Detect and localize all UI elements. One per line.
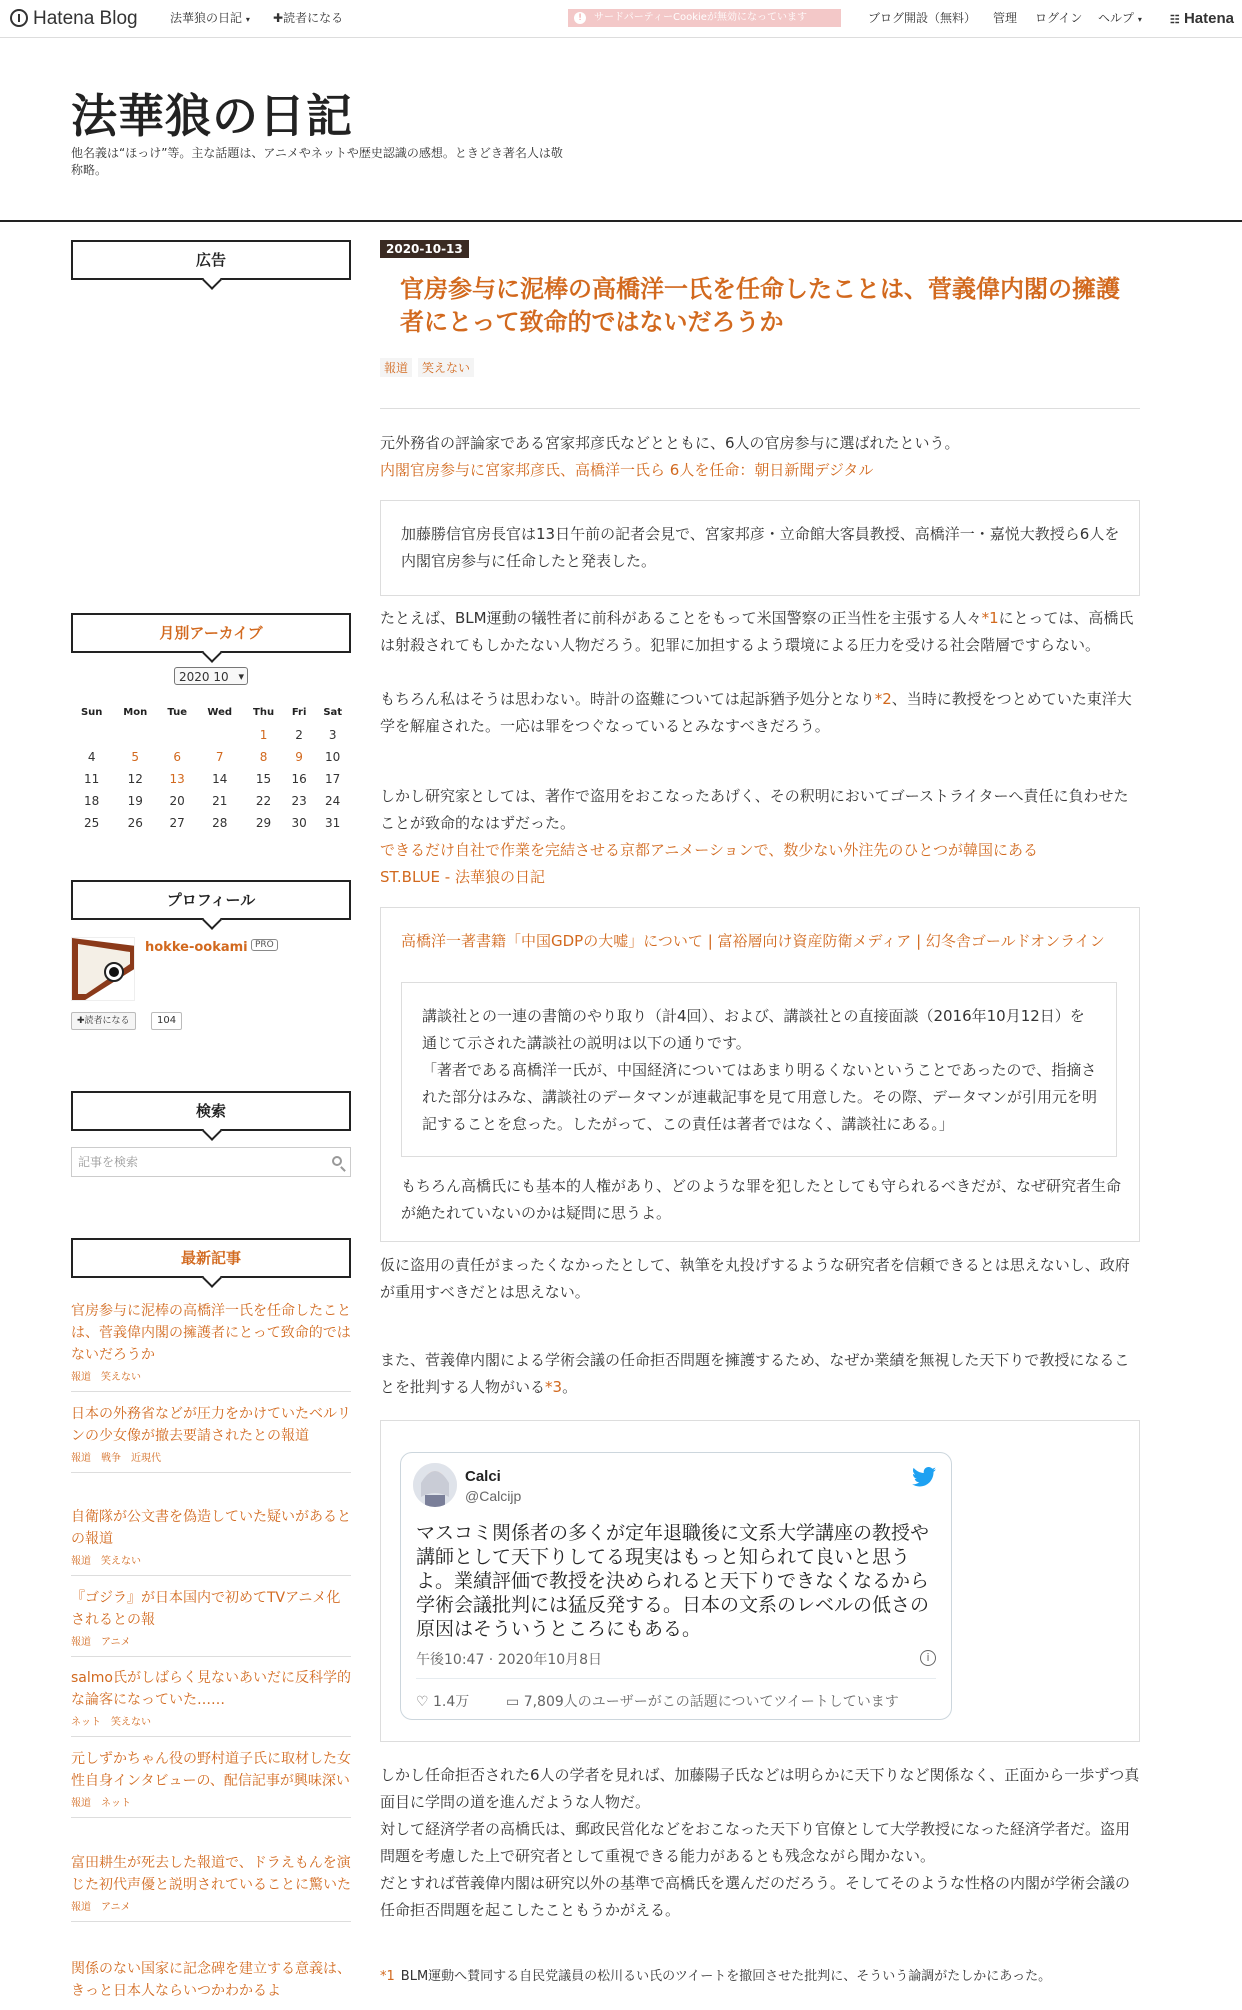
search-heading: 検索	[71, 1091, 351, 1131]
twitter-bird-icon[interactable]	[912, 1467, 936, 1487]
calendar-day: 27	[169, 816, 185, 830]
search-icon[interactable]	[332, 1156, 342, 1166]
avatar-image	[413, 1463, 457, 1507]
calendar-day: 4	[87, 750, 96, 764]
blockquote: 高橋洋一著書籍「中国GDPの大嘘」について | 富裕層向け資産防衛メディア | 幻冬舎ゴールドオンライン 講談社との一連の書簡のやり取り（計4回）、および、講談社との直接面談（2016年10月12日）を通じて示された講談社の説明は以下の通りです。 「著者である髙橋洋一氏が、中国経済についてはあまり明るくないということであったので、指摘された部分はみな、講談社のデータマンが連載記事を見て用意した。その際、データマンが引用元を明記することを怠った。したがって、この責任は著者ではなく、講談社にある。」 もちろん高橋氏にも基本的人権があり、どのような罪を犯したとしても守られるべきだが、なぜ研究者生命が絶たれていないのかは疑問に思うよ。	[380, 907, 1140, 1242]
paragraph-link	[380, 457, 1140, 484]
source-link[interactable]: 高橋洋一著書籍「中国GDPの大嘘」について | 富裕層向け資産防衛メディア | 幻冬舎ゴールドオンライン	[401, 932, 1105, 950]
recent-entry[interactable]: 日本の外務省などが圧力をかけていたベルリンの少女像が撤去要請されたとの報道 報道 戦争 近現代	[71, 1403, 351, 1473]
calendar-day: 10	[325, 750, 341, 764]
paragraph: しかし任命拒否された6人の学者を見れば、加藤陽子氏などは明らかに天下りなど関係なく、正面から一歩ずつ真面目に学問の道を進んだような人物だ。	[380, 1766, 1140, 1811]
entry-date[interactable]: 2020-10-13	[380, 240, 469, 258]
paragraph: 元外務省の評論家である宮家邦彦氏などとともに、6人の官房参与に選ばれたという。	[380, 434, 960, 452]
open-blog-link[interactable]: ブログ開設（無料）	[868, 11, 977, 25]
pro-badge: PRO	[251, 939, 278, 951]
divider	[380, 408, 1140, 409]
calendar-day: 26	[127, 816, 143, 830]
paragraph: もちろん私はそうは思わない。時計の盗難については起訴猶予処分となり*2、当時に教授をつとめていた東洋大学を解雇された。一応は罪をつぐなっているとみなすべきだろう。	[380, 690, 1132, 735]
calendar-day[interactable]: 8	[259, 750, 268, 764]
calendar-day: 11	[84, 772, 100, 786]
blog-link[interactable]: ST.BLUE - 法華狼の日記	[380, 868, 545, 886]
nested-blockquote: 講談社との一連の書簡のやり取り（計4回）、および、講談社との直接面談（2016年10月12日）を通じて示された講談社の説明は以下の通りです。 「著者である髙橋洋一氏が、中国経済についてはあまり明るくないということであったので、指摘された部分はみな、講談社のデータマンが連載記事を見て用意した。その際、データマンが引用元を明記することを怠った。したがって、この責任は著者ではなく、講談社にある。」	[401, 982, 1117, 1157]
paragraph: 仮に盗用の責任がまったくなかったとして、執筆を丸投げするような研究者を信頼できるとは思えないし、政府が重用すべきだとは思えない。	[380, 1256, 1130, 1301]
ad-heading: 広告	[71, 240, 351, 280]
paragraph: たとえば、BLM運動の犠牲者に前科があることをもって米国警察の正当性を主張する人々*1にとっては、高橋氏は射殺されてもしかたない人物だろう。犯罪に加担するよう環境による圧力を受ける社会階層ですらない。	[380, 609, 1134, 654]
blog-description: 他名義は“ほっけ”等。主な話題は、アニメやネットや歴史認識の感想。ときどき著名人は敬称略。	[71, 146, 563, 177]
recent-entry[interactable]: 自衛隊が公文書を偽造していた疑いがあるとの報道 報道 笑えない	[71, 1506, 351, 1576]
paragraph-link	[380, 864, 1140, 891]
paragraph: 対して経済学者の高橋氏は、郵政民営化などをおこなった天下り官僚として大学教授になった経済学者だ。盗用問題を考慮した上で研究者として重視できる能力があるとも残念ながら聞かない。	[380, 1820, 1131, 1865]
weekday-label: Mon	[123, 706, 148, 718]
global-header	[0, 0, 1242, 38]
subscriber-count: 104	[151, 1012, 182, 1030]
calendar-day: 17	[325, 772, 341, 786]
search-input[interactable]: 記事を検索	[71, 1147, 351, 1177]
entry-categories	[380, 358, 480, 377]
calendar-day: 28	[212, 816, 228, 830]
login-link[interactable]: ログイン	[1035, 11, 1083, 25]
tweet-avatar[interactable]	[413, 1463, 457, 1507]
blog-header	[0, 38, 1242, 222]
calendar-day: 20	[169, 794, 185, 808]
calendar-day: 15	[255, 772, 272, 786]
category-tag[interactable]: 笑えない	[418, 358, 474, 377]
cookie-notice[interactable]: ! サードパーティーCookieが無効になっています	[568, 9, 841, 27]
hatena-blog-logo[interactable]: Hatena Blog	[10, 0, 138, 37]
archive-heading[interactable]: 月別アーカイブ	[71, 613, 351, 653]
paragraph-link	[380, 837, 1140, 864]
weekday-label: Thu	[253, 706, 275, 718]
footnote: *1 BLM運動へ賛同する自民党議員の松川るい氏のツイートを撤回させた批判に、そういう論調がたしかにあった。	[380, 1969, 1052, 1984]
weekday-label: Sat	[323, 706, 343, 718]
blockquote: 加藤勝信官房長官は13日午前の記者会見で、宮家邦彦・立命館大客員教授、高橋洋一・嘉悦大教授ら6人を内閣官房参与に任命したと発表した。	[380, 500, 1140, 596]
subscribe-button[interactable]: ✚読者になる	[71, 1012, 136, 1030]
blog-link[interactable]: できるだけ自社で作業を完結させる京都アニメーションで、数少ない外注先のひとつが韓国にある	[380, 841, 1039, 859]
calendar-day[interactable]: 9	[295, 750, 303, 764]
profile-avatar[interactable]	[71, 937, 135, 1001]
archive-month-select[interactable]: 2020 10 ▾	[174, 667, 248, 685]
calendar-day: 23	[291, 794, 307, 808]
calendar-day: 18	[84, 794, 100, 808]
footnote-ref[interactable]: *1	[981, 609, 999, 627]
help-menu[interactable]: ヘルプ ▾	[1098, 11, 1142, 25]
tweet-like-button[interactable]: ♡ 1.4万	[416, 1694, 470, 1710]
entry-title[interactable]: 官房参与に泥棒の高橋洋一氏を任命したことは、菅義偉内閣の擁護者にとって致命的ではないだろうか	[400, 275, 1120, 336]
footnote-ref[interactable]: *2	[874, 690, 892, 708]
calendar-day[interactable]: 1	[259, 728, 268, 742]
manage-link[interactable]: 管理	[993, 11, 1018, 25]
calendar-day: 22	[255, 794, 272, 808]
heart-icon: ♡	[416, 1694, 429, 1710]
calendar-day: 25	[84, 816, 100, 830]
calendar-day[interactable]: 5	[131, 750, 140, 764]
calendar-day: 12	[127, 772, 143, 786]
tweet-timestamp[interactable]: 午後10:47 · 2020年10月8日	[416, 1652, 603, 1668]
calendar-day: 30	[291, 816, 307, 830]
calendar-day: 19	[127, 794, 143, 808]
calendar-day: 21	[212, 794, 228, 808]
calendar-day	[71, 724, 112, 746]
calendar-day[interactable]: 7	[215, 750, 224, 764]
recent-entry[interactable]: salmo氏がしばらく見ないあいだに反科学的な論客になっていた…… ネット 笑えない	[71, 1667, 351, 1737]
subscribe-link[interactable]: ✚読者になる	[273, 11, 344, 25]
caret-down-icon: ▾	[245, 15, 250, 24]
calendar-day	[158, 724, 196, 746]
profile-name[interactable]: hokke-ookami	[145, 940, 248, 955]
hatena-menu[interactable]: ☷ Hatena	[1169, 10, 1234, 27]
calendar-day[interactable]: 13	[169, 772, 185, 786]
category-tag[interactable]: 報道	[380, 358, 412, 377]
warning-icon: !	[574, 12, 586, 24]
hatena-menu-icon: ☷	[1169, 14, 1180, 26]
paragraph: しかし研究家としては、著作で盗用をおこなったあげく、その釈明においてゴーストライターへ責任に負わせたことが致命的なはずだった。	[380, 787, 1129, 832]
speech-bubble-icon: ▭	[506, 1694, 520, 1710]
recent-heading[interactable]: 最新記事	[71, 1238, 351, 1278]
blog-title[interactable]: 法華狼の日記	[71, 89, 353, 143]
calendar-day: 16	[291, 772, 307, 786]
weekday-label: Wed	[207, 706, 233, 718]
article-link[interactable]: 内閣官房参与に宮家邦彦氏、高橋洋一氏ら 6人を任命：朝日新聞デジタル	[380, 461, 874, 479]
calendar-day: 2	[295, 728, 303, 742]
info-icon[interactable]: i	[920, 1650, 936, 1666]
calendar-day: 24	[325, 794, 341, 808]
weekday-label: Fri	[291, 706, 307, 718]
profile-heading: プロフィール	[71, 880, 351, 920]
recent-entry[interactable]: 『ゴジラ』が日本国内で初めてTVアニメ化されるとの報 報道 アニメ	[71, 1587, 351, 1657]
calendar-day	[112, 724, 158, 746]
hatena-logo-icon	[10, 9, 28, 27]
plus-icon: ✚	[273, 11, 284, 25]
paragraph: また、菅義偉内閣による学術会議の任命拒否問題を擁護するため、なぜか業績を無視した天下りで教授になることを批判する人物がいる*3。	[380, 1351, 1130, 1396]
tweet-replies-link[interactable]: ▭ 7,809人のユーザーがこの話題についてツイートしています	[506, 1694, 899, 1710]
caret-down-icon: ▾	[1137, 15, 1142, 24]
avatar-image	[72, 938, 135, 1001]
weekday-label: Sun	[80, 706, 103, 718]
footnote-anchor[interactable]: *1	[380, 1969, 395, 1984]
embedded-tweet[interactable]	[400, 1452, 952, 1720]
paragraph: だとすれば菅義偉内閣は研究以外の基準で高橋氏を選んだのだろう。そしてそのような性格の内閣が学術会議の任命拒否問題を起こしたこともうかがえる。	[380, 1874, 1131, 1919]
calendar-day: 29	[255, 816, 272, 830]
calendar-day: 3	[328, 728, 337, 742]
tweet-author-handle[interactable]: @Calcijp	[465, 1488, 522, 1504]
tweet-author-name[interactable]: Calci	[465, 1468, 501, 1485]
recent-entry[interactable]: 富田耕生が死去した報道で、ドラえもんを演じた初代声優と説明されていることに驚いた 報道 アニメ	[71, 1852, 351, 1922]
archive-calendar	[71, 700, 351, 834]
recent-entry[interactable]: 官房参与に泥棒の高橋洋一氏を任命したことは、菅義偉内閣の擁護者にとって致命的ではないだろうか 報道 笑えない	[71, 1300, 351, 1392]
footnote-ref[interactable]: *3	[545, 1378, 563, 1396]
recent-entry[interactable]: 関係のない国家に記念碑を建立する意義は、きっと日本人ならいつかわかるよ	[71, 1961, 351, 1999]
calendar-day	[196, 724, 243, 746]
tweet-text: マスコミ関係者の多くが定年退職後に文系大学講座の教授や講師として天下りしてる現実はもっと知られて良いと思うよ。業績評価で教授を決められると天下りできなくなるから学術会議批判には猛反発する。日本の文系のレベルの低さの原因はそういうところにもある。	[416, 1522, 930, 1640]
calendar-day: 14	[212, 772, 228, 786]
recent-entry[interactable]: 元しずかちゃん役の野村道子氏に取材した女性自身インタビューの、配信記事が興味深い 報道 ネット	[71, 1748, 351, 1818]
plus-icon: ✚	[77, 1016, 85, 1026]
weekday-label: Tue	[167, 706, 187, 718]
calendar-day: 31	[325, 816, 341, 830]
calendar-day[interactable]: 6	[173, 750, 182, 764]
divider	[416, 1678, 936, 1679]
blog-menu[interactable]: 法華狼の日記 ▾	[170, 11, 250, 25]
